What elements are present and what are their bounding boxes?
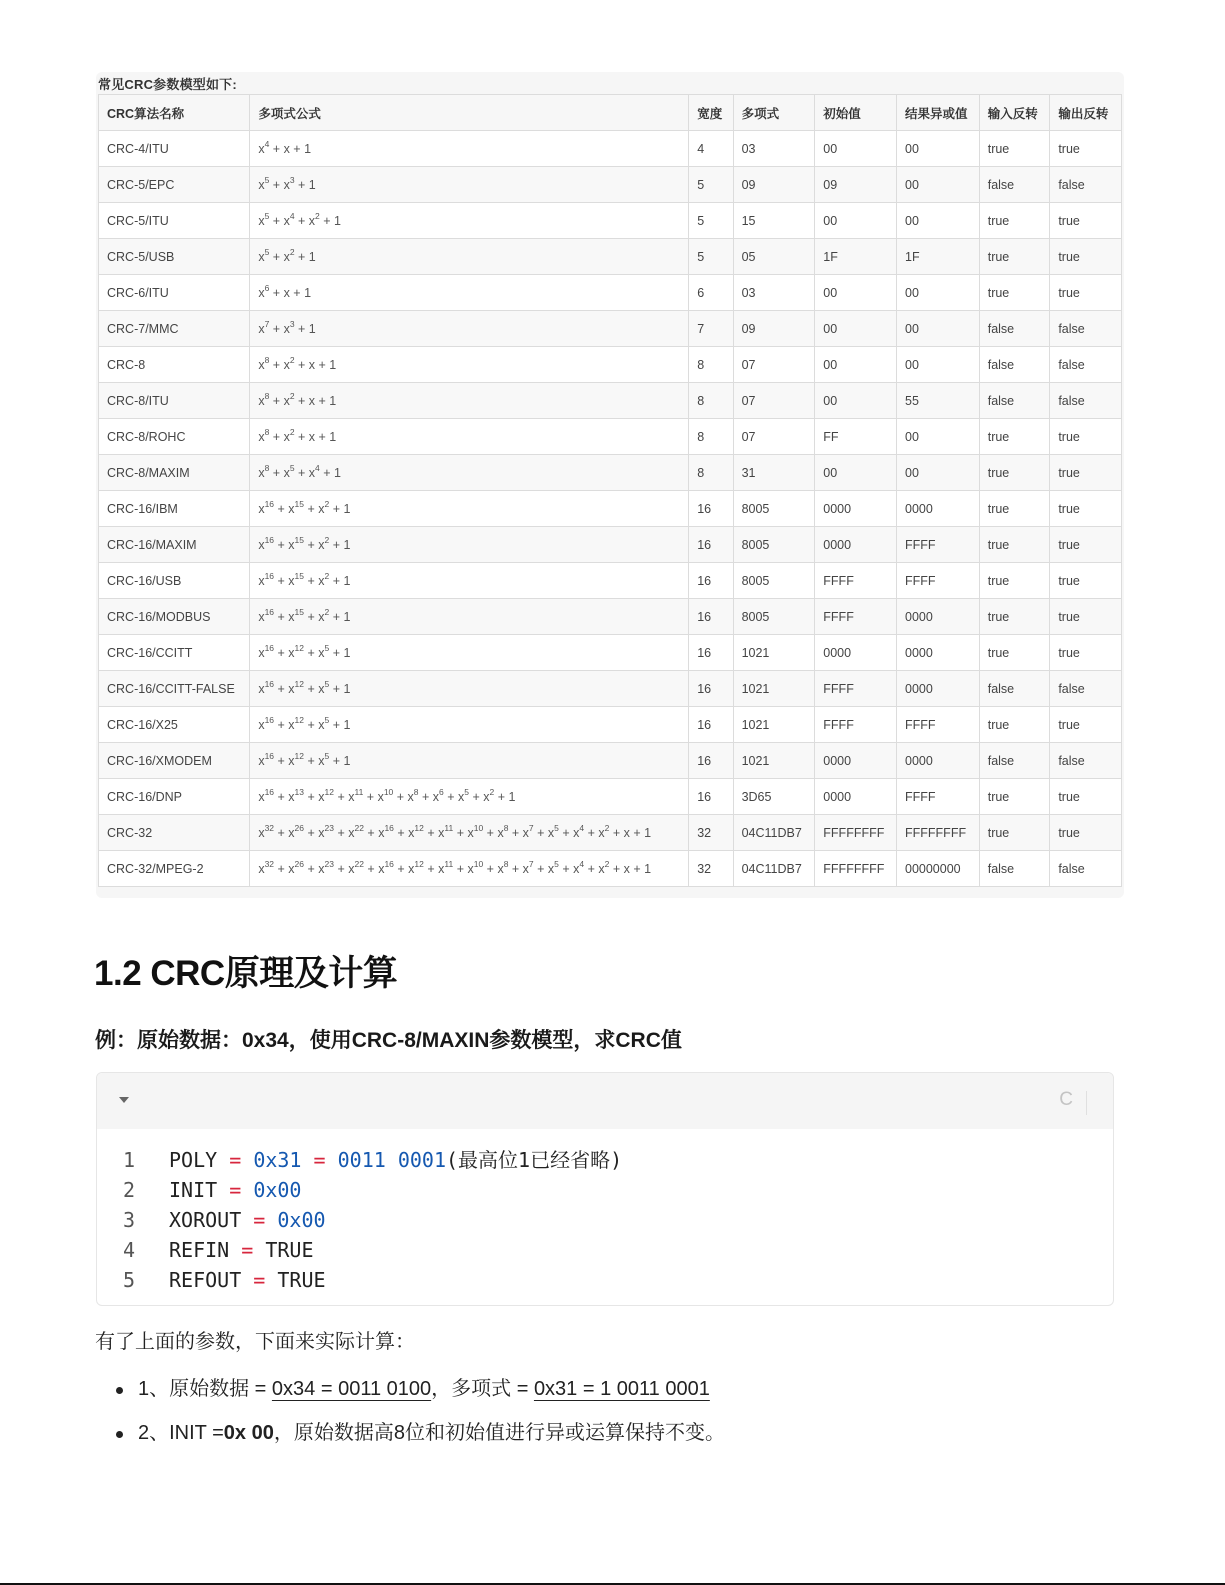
table-row: [99, 131, 1122, 167]
table-caption: 常见CRC参数模型如下:: [98, 77, 237, 92]
table-row: [99, 815, 1122, 851]
cell-poly: 04C11DB7: [733, 851, 815, 887]
cell-name: CRC-4/ITU: [99, 131, 250, 167]
cell-formula: $x^8 + x^2 + x + 1$: [250, 419, 689, 455]
section-heading: 1.2 CRC原理及计算: [94, 954, 398, 993]
table-row: [99, 239, 1122, 275]
cell-refin: false: [979, 671, 1050, 707]
step-1-mid: ，多项式 =: [431, 1378, 534, 1400]
cell-refout: false: [1050, 167, 1122, 203]
cell-init: 0000: [815, 491, 897, 527]
code-token-txt: [301, 1148, 313, 1172]
cell-poly: 09: [733, 311, 815, 347]
cell-width: 16: [689, 671, 733, 707]
cell-refin: true: [979, 419, 1050, 455]
cell-width: 16: [689, 599, 733, 635]
cell-poly: 3D65: [733, 779, 815, 815]
cell-formula: $x^{16} + x^{15} + x^2 + 1$: [250, 563, 689, 599]
cell-init: 09: [815, 167, 897, 203]
cell-refin: true: [979, 563, 1050, 599]
cell-refout: true: [1050, 527, 1122, 563]
cell-xorout: 0000: [897, 491, 980, 527]
code-token-txt: (最高位1已经省略): [446, 1148, 623, 1172]
cell-formula: $x^{16} + x^{12} + x^5 + 1$: [250, 635, 689, 671]
table-row: [99, 455, 1122, 491]
code-token-txt: [326, 1148, 338, 1172]
cell-name: CRC-5/ITU: [99, 203, 250, 239]
cell-xorout: FFFFFFFF: [897, 815, 980, 851]
cell-formula: $x^8 + x^5 + x^4 + 1$: [250, 455, 689, 491]
table-row: [99, 635, 1122, 671]
cell-width: 6: [689, 275, 733, 311]
cell-refout: true: [1050, 815, 1122, 851]
cell-name: CRC-16/USB: [99, 563, 250, 599]
cell-formula: $x^{32} + x^{26} + x^{23} + x^{22} + x^{16} + x^{12} + x^{11} + x^{10} + x^8 + x^7 + x^5 + x^4 + x^2 + x + 1$: [250, 815, 689, 851]
cell-width: 16: [689, 779, 733, 815]
cell-refout: true: [1050, 455, 1122, 491]
cell-formula: $x^{32} + x^{26} + x^{23} + x^{22} + x^{16} + x^{12} + x^{11} + x^{10} + x^8 + x^7 + x^5 + x^4 + x^2 + x + 1$: [250, 851, 689, 887]
cell-width: 16: [689, 743, 733, 779]
cell-init: FFFF: [815, 671, 897, 707]
cell-xorout: FFFF: [897, 527, 980, 563]
table-header-row: [99, 95, 1122, 131]
cell-init: 00: [815, 203, 897, 239]
cell-poly: 1021: [733, 635, 815, 671]
cell-refin: true: [979, 491, 1050, 527]
cell-refin: false: [979, 383, 1050, 419]
cell-init: 1F: [815, 239, 897, 275]
cell-xorout: FFFF: [897, 707, 980, 743]
table-row: [99, 383, 1122, 419]
cell-name: CRC-16/X25: [99, 707, 250, 743]
cell-init: 0000: [815, 743, 897, 779]
cell-poly: 8005: [733, 599, 815, 635]
cell-width: 32: [689, 815, 733, 851]
steps-list: [110, 1372, 725, 1460]
col-header-formula: 多项式公式: [250, 95, 689, 131]
code-token-txt: REFOUT: [169, 1268, 254, 1292]
cell-init: 00: [815, 131, 897, 167]
cell-name: CRC-6/ITU: [99, 275, 250, 311]
cell-xorout: 0000: [897, 743, 980, 779]
cell-poly: 09: [733, 167, 815, 203]
cell-refin: true: [979, 599, 1050, 635]
cell-name: CRC-8/ROHC: [99, 419, 250, 455]
code-token-txt: TRUE: [253, 1238, 314, 1262]
cell-refout: false: [1050, 311, 1122, 347]
table-row: [99, 491, 1122, 527]
cell-width: 16: [689, 635, 733, 671]
cell-formula: $x^{16} + x^{15} + x^2 + 1$: [250, 527, 689, 563]
table-row: [99, 527, 1122, 563]
cell-refin: true: [979, 815, 1050, 851]
cell-poly: 8005: [733, 491, 815, 527]
cell-refout: true: [1050, 419, 1122, 455]
cell-width: 5: [689, 239, 733, 275]
cell-xorout: FFFF: [897, 779, 980, 815]
cell-name: CRC-16/DNP: [99, 779, 250, 815]
cell-poly: 04C11DB7: [733, 815, 815, 851]
code-line: [97, 1235, 1113, 1265]
cell-xorout: 00: [897, 455, 980, 491]
code-body: [97, 1129, 1113, 1295]
table-row: [99, 851, 1122, 887]
cell-formula: $x^{16} + x^{15} + x^2 + 1$: [250, 599, 689, 635]
col-header-width: 宽度: [689, 95, 733, 131]
table-row: [99, 707, 1122, 743]
cell-formula: $x^5 + x^4 + x^2 + 1$: [250, 203, 689, 239]
step-1-data-value: 0x34 = 0011 0100: [271, 1378, 432, 1400]
code-token-txt: XOROUT: [169, 1208, 254, 1232]
table-body: [99, 131, 1122, 887]
step-2-init-value: 0x 00: [223, 1422, 274, 1444]
cell-refout: false: [1050, 671, 1122, 707]
list-item-step-2: [110, 1416, 725, 1460]
code-token-num: 0011 0001: [337, 1148, 446, 1172]
line-code: [153, 1265, 326, 1295]
cell-init: 00: [815, 347, 897, 383]
line-code: [153, 1235, 314, 1265]
cell-init: FFFF: [815, 563, 897, 599]
cell-name: CRC-7/MMC: [99, 311, 250, 347]
cell-refin: true: [979, 275, 1050, 311]
code-token-num: 0x31: [253, 1148, 302, 1172]
cell-init: 00: [815, 383, 897, 419]
line-number: 2: [122, 1178, 136, 1202]
cell-refout: true: [1050, 491, 1122, 527]
cell-poly: 03: [733, 275, 815, 311]
cell-refout: true: [1050, 779, 1122, 815]
cell-refin: true: [979, 203, 1050, 239]
cell-refin: false: [979, 851, 1050, 887]
code-token-txt: [241, 1148, 253, 1172]
cell-width: 16: [689, 491, 733, 527]
code-line: [97, 1175, 1113, 1205]
cell-refin: false: [979, 743, 1050, 779]
code-token-op: =: [313, 1148, 326, 1172]
code-line: [97, 1205, 1113, 1235]
cell-poly: 15: [733, 203, 815, 239]
cell-name: CRC-5/EPC: [99, 167, 250, 203]
table-row: [99, 563, 1122, 599]
cell-init: FF: [815, 419, 897, 455]
cell-init: 00: [815, 455, 897, 491]
table-row: [99, 779, 1122, 815]
cell-width: 5: [689, 203, 733, 239]
cell-formula: $x^7 + x^3 + 1$: [250, 311, 689, 347]
cell-init: 0000: [815, 635, 897, 671]
cell-refin: true: [979, 779, 1050, 815]
cell-name: CRC-16/MODBUS: [99, 599, 250, 635]
step-1-prefix: 1、原始数据 =: [138, 1378, 272, 1400]
cell-poly: 07: [733, 383, 815, 419]
cell-width: 16: [689, 527, 733, 563]
cell-xorout: 55: [897, 383, 980, 419]
code-token-op: =: [229, 1148, 242, 1172]
cell-poly: 31: [733, 455, 815, 491]
toolbar-divider: [1086, 1091, 1087, 1115]
cell-refout: true: [1050, 203, 1122, 239]
cell-formula: $x^{16} + x^{12} + x^5 + 1$: [250, 743, 689, 779]
cell-refout: false: [1050, 383, 1122, 419]
cell-refout: true: [1050, 239, 1122, 275]
cell-refin: true: [979, 455, 1050, 491]
code-token-op: =: [229, 1178, 242, 1202]
cell-refout: false: [1050, 347, 1122, 383]
cell-name: CRC-5/USB: [99, 239, 250, 275]
cell-refin: true: [979, 707, 1050, 743]
cell-refout: true: [1050, 131, 1122, 167]
col-header-xorout: 结果异或值: [897, 95, 980, 131]
cell-refin: true: [979, 239, 1050, 275]
cell-formula: $x^5 + x^3 + 1$: [250, 167, 689, 203]
cell-init: FFFFFFFF: [815, 851, 897, 887]
line-code: [153, 1205, 326, 1235]
cell-xorout: 0000: [897, 599, 980, 635]
code-toolbar: [97, 1073, 1113, 1129]
cell-init: FFFFFFFF: [815, 815, 897, 851]
collapse-triangle-icon[interactable]: [119, 1097, 129, 1103]
cell-xorout: 00: [897, 203, 980, 239]
cell-name: CRC-16/CCITT: [99, 635, 250, 671]
list-item-step-1: [110, 1372, 725, 1416]
copy-button[interactable]: C: [1059, 1089, 1073, 1110]
cell-refout: true: [1050, 275, 1122, 311]
cell-width: 8: [689, 455, 733, 491]
cell-width: 8: [689, 347, 733, 383]
cell-poly: 03: [733, 131, 815, 167]
code-token-txt: [265, 1208, 277, 1232]
cell-xorout: 00000000: [897, 851, 980, 887]
cell-refin: false: [979, 347, 1050, 383]
cell-xorout: 00: [897, 167, 980, 203]
cell-name: CRC-32: [99, 815, 250, 851]
line-number: 3: [122, 1208, 136, 1232]
cell-formula: $x^{16} + x^{15} + x^2 + 1$: [250, 491, 689, 527]
cell-name: CRC-16/MAXIM: [99, 527, 250, 563]
cell-init: FFFF: [815, 599, 897, 635]
col-header-refin: 输入反转: [979, 95, 1050, 131]
cell-width: 5: [689, 167, 733, 203]
cell-poly: 07: [733, 347, 815, 383]
cell-xorout: 0000: [897, 671, 980, 707]
cell-width: 8: [689, 383, 733, 419]
table-row: [99, 275, 1122, 311]
cell-poly: 8005: [733, 527, 815, 563]
col-header-name: CRC算法名称: [99, 95, 250, 131]
cell-refout: false: [1050, 743, 1122, 779]
cell-refin: false: [979, 311, 1050, 347]
cell-name: CRC-8/ITU: [99, 383, 250, 419]
cell-width: 4: [689, 131, 733, 167]
crc-parameter-table-figure: [96, 72, 1124, 898]
code-token-txt: [241, 1178, 253, 1202]
code-line: [97, 1145, 1113, 1175]
cell-formula: $x^6 + x + 1$: [250, 275, 689, 311]
cell-width: 32: [689, 851, 733, 887]
crc-parameter-table: [98, 94, 1122, 887]
table-row: [99, 599, 1122, 635]
cell-poly: 07: [733, 419, 815, 455]
cell-poly: 1021: [733, 707, 815, 743]
code-token-op: =: [253, 1268, 266, 1292]
cell-refout: false: [1050, 851, 1122, 887]
table-row: [99, 671, 1122, 707]
line-code: [153, 1145, 622, 1175]
code-token-txt: REFIN: [169, 1238, 242, 1262]
cell-poly: 1021: [733, 671, 815, 707]
cell-formula: $x^8 + x^2 + x + 1$: [250, 383, 689, 419]
cell-xorout: 00: [897, 419, 980, 455]
cell-xorout: 0000: [897, 635, 980, 671]
cell-xorout: 00: [897, 131, 980, 167]
table-row: [99, 311, 1122, 347]
cell-xorout: 00: [897, 311, 980, 347]
line-number: 1: [122, 1148, 136, 1172]
code-token-op: =: [241, 1238, 254, 1262]
line-number: 5: [122, 1268, 136, 1292]
cell-poly: 1021: [733, 743, 815, 779]
code-token-op: =: [253, 1208, 266, 1232]
intro-paragraph: 有了上面的参数，下面来实际计算：: [95, 1331, 415, 1353]
cell-formula: $x^{16} + x^{12} + x^5 + 1$: [250, 707, 689, 743]
code-token-num: 0x00: [277, 1208, 326, 1232]
cell-name: CRC-16/CCITT-FALSE: [99, 671, 250, 707]
col-header-refout: 输出反转: [1050, 95, 1122, 131]
table-row: [99, 347, 1122, 383]
code-token-txt: POLY: [169, 1148, 230, 1172]
cell-width: 7: [689, 311, 733, 347]
line-number: 4: [122, 1238, 136, 1262]
cell-init: FFFF: [815, 707, 897, 743]
code-token-txt: TRUE: [265, 1268, 326, 1292]
step-2-prefix: 2、INIT =: [138, 1422, 224, 1444]
cell-refout: true: [1050, 635, 1122, 671]
cell-refin: true: [979, 131, 1050, 167]
example-title: 例：原始数据：0x34，使用CRC-8/MAXIN参数模型，求CRC值: [95, 1029, 682, 1052]
cell-init: 0000: [815, 527, 897, 563]
step-2-rest: ，原始数据高8位和初始值进行异或运算保持不变。: [273, 1422, 725, 1444]
cell-xorout: 00: [897, 347, 980, 383]
cell-width: 16: [689, 563, 733, 599]
code-line: [97, 1265, 1113, 1295]
cell-width: 8: [689, 419, 733, 455]
cell-refout: true: [1050, 599, 1122, 635]
cell-formula: $x^{16} + x^{12} + x^5 + 1$: [250, 671, 689, 707]
cell-name: CRC-8: [99, 347, 250, 383]
cell-xorout: 00: [897, 275, 980, 311]
cell-formula: $x^8 + x^2 + x + 1$: [250, 347, 689, 383]
cell-xorout: FFFF: [897, 563, 980, 599]
table-row: [99, 203, 1122, 239]
line-code: [153, 1175, 301, 1205]
cell-init: 0000: [815, 779, 897, 815]
cell-refout: true: [1050, 707, 1122, 743]
cell-init: 00: [815, 275, 897, 311]
cell-xorout: 1F: [897, 239, 980, 275]
cell-refout: true: [1050, 563, 1122, 599]
col-header-poly: 多项式: [733, 95, 815, 131]
cell-width: 16: [689, 707, 733, 743]
code-token-txt: INIT: [169, 1178, 230, 1202]
cell-name: CRC-16/XMODEM: [99, 743, 250, 779]
cell-formula: $x^4 + x + 1$: [250, 131, 689, 167]
col-header-init: 初始值: [815, 95, 897, 131]
code-token-num: 0x00: [253, 1178, 302, 1202]
cell-poly: 8005: [733, 563, 815, 599]
code-block: [96, 1072, 1114, 1306]
cell-name: CRC-8/MAXIM: [99, 455, 250, 491]
cell-refin: true: [979, 527, 1050, 563]
table-row: [99, 743, 1122, 779]
cell-name: CRC-16/IBM: [99, 491, 250, 527]
cell-poly: 05: [733, 239, 815, 275]
cell-formula: $x^{16} + x^{13} + x^{12} + x^{11} + x^{10} + x^8 + x^6 + x^5 + x^2 + 1$: [250, 779, 689, 815]
cell-formula: $x^5 + x^2 + 1$: [250, 239, 689, 275]
step-1-poly-value: 0x31 = 1 0011 0001: [533, 1378, 710, 1400]
cell-refin: false: [979, 167, 1050, 203]
cell-refin: true: [979, 635, 1050, 671]
table-row: [99, 167, 1122, 203]
cell-init: 00: [815, 311, 897, 347]
cell-name: CRC-32/MPEG-2: [99, 851, 250, 887]
table-row: [99, 419, 1122, 455]
